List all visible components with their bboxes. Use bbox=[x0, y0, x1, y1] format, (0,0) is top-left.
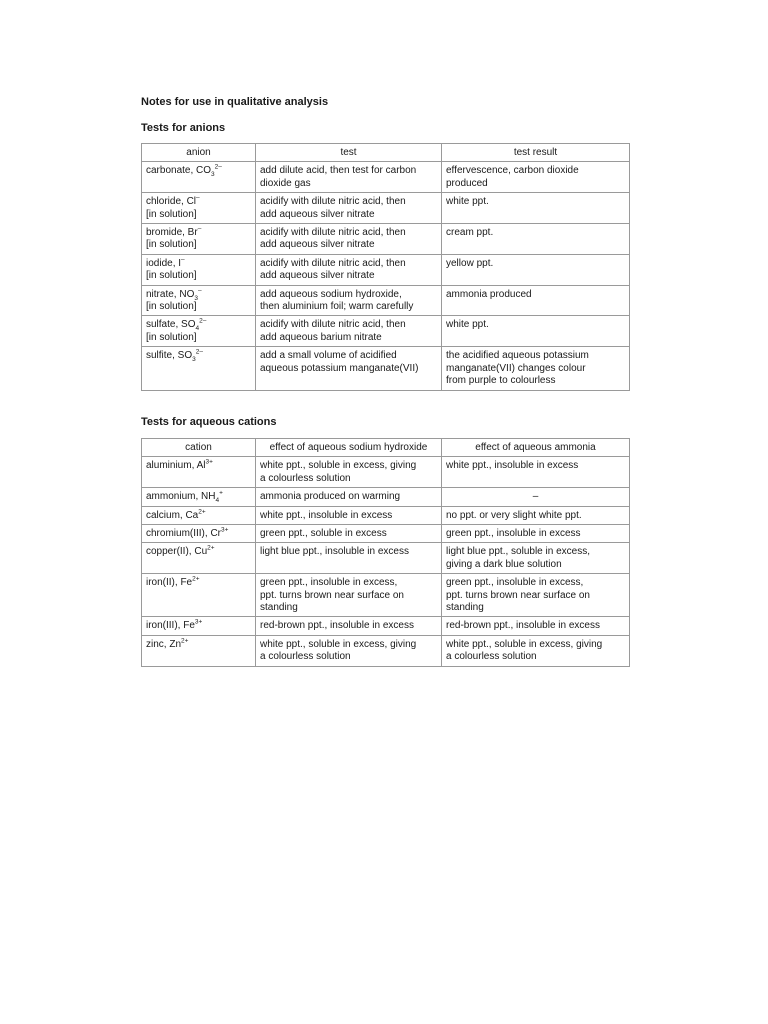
cell-species bbox=[142, 617, 256, 635]
cell-result-line: manganate(VII) changes colour bbox=[446, 362, 586, 374]
cell-species bbox=[142, 525, 256, 543]
cell-species bbox=[142, 224, 256, 255]
species-name: ammonium, NH bbox=[146, 491, 216, 503]
cell-naoh bbox=[256, 574, 442, 617]
species-formula bbox=[146, 528, 251, 540]
cell-nh3 bbox=[442, 543, 630, 574]
species-note: [in solution] bbox=[146, 208, 197, 220]
species-name: carbonate, CO bbox=[146, 165, 212, 177]
species-note: [in solution] bbox=[146, 239, 197, 251]
cell-result bbox=[442, 162, 630, 193]
cell-nh3-line: green ppt., insoluble in excess, bbox=[446, 577, 584, 589]
table-row bbox=[142, 543, 630, 574]
cell-test-line: then aluminium foil; warm carefully bbox=[260, 301, 414, 313]
cell-result bbox=[442, 224, 630, 255]
species-formula bbox=[146, 577, 251, 589]
cell-nh3 bbox=[442, 506, 630, 524]
cell-result-line: ammonia produced bbox=[446, 288, 532, 300]
cell-test-line: add aqueous barium nitrate bbox=[260, 331, 382, 343]
species-name: iodide, I bbox=[146, 257, 182, 269]
cell-nh3-line: no ppt. or very slight white ppt. bbox=[446, 509, 582, 521]
species-charge: 2+ bbox=[192, 575, 200, 583]
cell-naoh-line: white ppt., soluble in excess, giving bbox=[260, 460, 417, 472]
cell-naoh-line: white ppt., soluble in excess, giving bbox=[260, 638, 417, 650]
cell-species bbox=[142, 574, 256, 617]
cell-test bbox=[256, 316, 442, 347]
species-formula bbox=[146, 491, 251, 503]
species-name: iron(III), Fe bbox=[146, 620, 195, 632]
species-note: [in solution] bbox=[146, 301, 197, 313]
cell-result bbox=[442, 193, 630, 224]
cell-species bbox=[142, 347, 256, 390]
cell-result-line: yellow ppt. bbox=[446, 257, 494, 269]
cell-result-line: white ppt. bbox=[446, 196, 489, 208]
species-formula bbox=[146, 350, 251, 362]
cell-result bbox=[442, 316, 630, 347]
cations-header-row bbox=[142, 439, 630, 457]
species-subscript: 3 bbox=[192, 356, 196, 364]
cell-naoh-line: red-brown ppt., insoluble in excess bbox=[260, 620, 414, 632]
table-row bbox=[142, 285, 630, 316]
cell-naoh bbox=[256, 617, 442, 635]
table-row bbox=[142, 506, 630, 524]
cell-test-line: dioxide gas bbox=[260, 177, 311, 189]
species-formula bbox=[146, 639, 251, 651]
cell-naoh-line: white ppt., insoluble in excess bbox=[260, 509, 393, 521]
cell-naoh bbox=[256, 506, 442, 524]
species-formula bbox=[146, 165, 251, 177]
species-formula bbox=[146, 258, 251, 270]
cell-test bbox=[256, 193, 442, 224]
species-charge: 3+ bbox=[221, 526, 229, 534]
col-header-test: test bbox=[256, 144, 442, 162]
table-row bbox=[142, 224, 630, 255]
species-charge: 2+ bbox=[181, 637, 189, 645]
cell-nh3-line: a colourless solution bbox=[446, 651, 537, 663]
cell-result bbox=[442, 285, 630, 316]
species-formula bbox=[146, 460, 251, 472]
cell-naoh bbox=[256, 525, 442, 543]
species-charge: – bbox=[181, 256, 185, 264]
cell-nh3-line: – bbox=[532, 491, 539, 503]
table-row bbox=[142, 635, 630, 666]
table-row bbox=[142, 617, 630, 635]
cell-species bbox=[142, 254, 256, 285]
cell-test-line: add aqueous silver nitrate bbox=[260, 208, 375, 220]
cell-test bbox=[256, 224, 442, 255]
cell-naoh bbox=[256, 488, 442, 506]
cell-test bbox=[256, 347, 442, 390]
species-charge: 2– bbox=[195, 348, 203, 356]
cations-heading: Tests for aqueous cations bbox=[141, 416, 277, 428]
cell-naoh bbox=[256, 635, 442, 666]
cell-test-line: acidify with dilute nitric acid, then bbox=[260, 196, 406, 208]
cell-nh3-line: white ppt., soluble in excess, giving bbox=[446, 638, 603, 650]
species-note: [in solution] bbox=[146, 331, 197, 343]
species-subscript: 4 bbox=[215, 497, 220, 505]
cell-nh3-line: ppt. turns brown near surface on bbox=[446, 589, 590, 601]
species-name: sulfite, SO bbox=[146, 350, 193, 362]
species-name: aluminium, Al bbox=[146, 460, 206, 472]
cell-test-line: add a small volume of acidified bbox=[260, 350, 397, 362]
species-subscript: 3 bbox=[194, 294, 198, 302]
table-row bbox=[142, 162, 630, 193]
table-row bbox=[142, 254, 630, 285]
species-name: calcium, Ca bbox=[146, 509, 199, 521]
species-charge: + bbox=[219, 489, 223, 497]
cell-test bbox=[256, 285, 442, 316]
cell-species bbox=[142, 162, 256, 193]
cell-result-line: cream ppt. bbox=[446, 227, 494, 239]
cell-result bbox=[442, 347, 630, 390]
species-subscript: 4 bbox=[195, 325, 200, 333]
cell-species bbox=[142, 316, 256, 347]
species-name: bromide, Br bbox=[146, 227, 198, 239]
cell-nh3-line: red-brown ppt., insoluble in excess bbox=[446, 620, 600, 632]
species-name: nitrate, NO bbox=[146, 288, 195, 300]
cell-species bbox=[142, 285, 256, 316]
cell-nh3 bbox=[442, 635, 630, 666]
species-charge: – bbox=[197, 225, 202, 233]
cell-test-line: aqueous potassium manganate(VII) bbox=[260, 362, 419, 374]
species-charge: 2– bbox=[214, 164, 222, 172]
cell-test-line: add aqueous silver nitrate bbox=[260, 270, 375, 282]
cell-result-line: effervescence, carbon dioxide bbox=[446, 165, 579, 177]
cell-species bbox=[142, 543, 256, 574]
cell-naoh-line: ammonia produced on warming bbox=[260, 491, 401, 503]
species-charge: 3+ bbox=[194, 619, 203, 627]
species-note: [in solution] bbox=[146, 270, 197, 282]
species-subscript: 3 bbox=[211, 171, 215, 179]
species-name: sulfate, SO bbox=[146, 319, 196, 331]
cell-test-line: acidify with dilute nitric acid, then bbox=[260, 257, 406, 269]
cell-nh3 bbox=[442, 457, 630, 488]
species-name: copper(II), Cu bbox=[146, 546, 208, 558]
cell-naoh-line: a colourless solution bbox=[260, 651, 351, 663]
table-row bbox=[142, 525, 630, 543]
cell-naoh-line: light blue ppt., insoluble in excess bbox=[260, 546, 409, 558]
cell-nh3 bbox=[442, 617, 630, 635]
cell-test-line: acidify with dilute nitric acid, then bbox=[260, 319, 406, 331]
table-row bbox=[142, 457, 630, 488]
cell-naoh bbox=[256, 543, 442, 574]
cell-result-line: the acidified aqueous potassium bbox=[446, 350, 589, 362]
species-name: zinc, Zn bbox=[146, 638, 182, 650]
cell-naoh-line: a colourless solution bbox=[260, 472, 351, 484]
species-charge: 2– bbox=[199, 318, 207, 326]
col-header-test-result: test result bbox=[442, 144, 630, 162]
cell-naoh-line: ppt. turns brown near surface on bbox=[260, 589, 404, 601]
cell-nh3 bbox=[442, 488, 630, 506]
table-row bbox=[142, 574, 630, 617]
cations-table bbox=[141, 438, 630, 667]
cell-result-line: produced bbox=[446, 177, 488, 189]
cell-nh3-line: standing bbox=[446, 602, 484, 614]
cell-test bbox=[256, 162, 442, 193]
table-row bbox=[142, 488, 630, 506]
cell-naoh bbox=[256, 457, 442, 488]
cell-nh3-line: green ppt., insoluble in excess bbox=[446, 528, 581, 540]
cell-test bbox=[256, 254, 442, 285]
anions-header-row bbox=[142, 144, 630, 162]
species-formula bbox=[146, 196, 251, 208]
cell-naoh-line: green ppt., insoluble in excess, bbox=[260, 577, 398, 589]
species-name: chromium(III), Cr bbox=[146, 528, 221, 540]
table-row bbox=[142, 347, 630, 390]
cell-test-line: add dilute acid, then test for carbon bbox=[260, 165, 417, 177]
cell-nh3 bbox=[442, 525, 630, 543]
species-formula bbox=[146, 227, 251, 239]
species-charge: – bbox=[197, 287, 202, 295]
species-formula bbox=[146, 620, 251, 632]
cell-species bbox=[142, 488, 256, 506]
cell-result-line: white ppt. bbox=[446, 319, 489, 331]
species-name: chloride, Cl bbox=[146, 196, 197, 208]
cell-result bbox=[442, 254, 630, 285]
cell-nh3-line: giving a dark blue solution bbox=[446, 558, 562, 570]
species-charge: 2+ bbox=[198, 508, 206, 516]
cell-test-line: add aqueous sodium hydroxide, bbox=[260, 288, 402, 300]
table-row bbox=[142, 193, 630, 224]
cell-species bbox=[142, 635, 256, 666]
cell-nh3-line: light blue ppt., soluble in excess, bbox=[446, 546, 590, 558]
species-formula bbox=[146, 546, 251, 558]
col-header-cation: cation bbox=[142, 439, 256, 457]
anions-heading: Tests for anions bbox=[141, 122, 226, 134]
anions-table bbox=[141, 143, 630, 391]
cell-species bbox=[142, 506, 256, 524]
cell-species bbox=[142, 457, 256, 488]
cell-result-line: from purple to colourless bbox=[446, 375, 556, 387]
cell-test-line: acidify with dilute nitric acid, then bbox=[260, 227, 406, 239]
cell-naoh-line: green ppt., soluble in excess bbox=[260, 528, 387, 540]
species-charge: 3+ bbox=[205, 459, 213, 467]
cell-naoh-line: standing bbox=[260, 602, 298, 614]
col-header-naoh: effect of aqueous sodium hydroxide bbox=[256, 439, 442, 457]
page-title: Notes for use in qualitative analysis bbox=[141, 96, 329, 108]
col-header-nh3: effect of aqueous ammonia bbox=[442, 439, 630, 457]
species-formula bbox=[146, 510, 251, 522]
species-formula bbox=[146, 319, 251, 331]
cell-species bbox=[142, 193, 256, 224]
cell-nh3-line: white ppt., insoluble in excess bbox=[446, 460, 579, 472]
species-formula bbox=[146, 289, 251, 301]
table-row bbox=[142, 316, 630, 347]
cell-test-line: add aqueous silver nitrate bbox=[260, 239, 375, 251]
col-header-anion: anion bbox=[142, 144, 256, 162]
species-name: iron(II), Fe bbox=[146, 577, 193, 589]
species-charge: 2+ bbox=[207, 545, 215, 553]
species-charge: – bbox=[196, 194, 200, 202]
cell-nh3 bbox=[442, 574, 630, 617]
